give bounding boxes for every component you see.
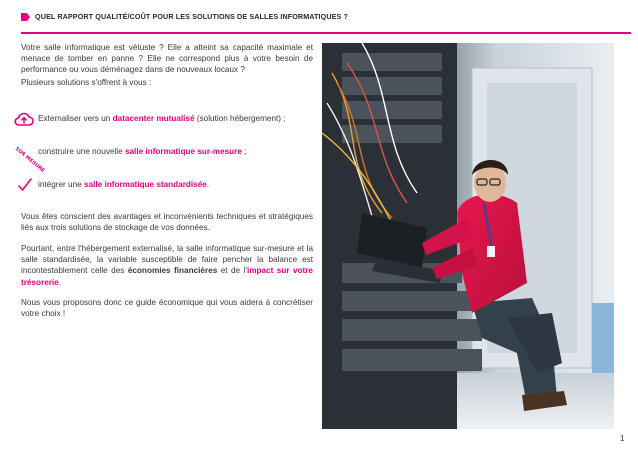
option-label: Externaliser vers un datacenter mutualisé (solution hébergement) ; — [38, 114, 286, 123]
solutions-lead: Plusieurs solutions s'offrent à vous : — [21, 78, 152, 87]
option-datacenter — [14, 110, 334, 128]
header-tag-icon — [21, 13, 30, 21]
cloud-upload-icon — [14, 110, 34, 128]
option-label: intégrer une salle informatique standardisée. — [38, 180, 210, 189]
checkmark-icon — [14, 176, 34, 194]
body-paragraph-1: Vous êtes conscient des avantages et inconvénients techniques et stratégiques liés aux trois solutions de stockage de vos données. — [21, 212, 313, 233]
photo-illustration — [322, 43, 614, 429]
intro-paragraph: Votre salle informatique est vétuste ? Elle a atteint sa capacité maximale et menace de tomber en panne ? Elle ne correspond plus à votre besoin de performance ou vous déménagez dans de nouveaux locaux ? — [21, 43, 313, 75]
sur-mesure-badge-icon — [13, 143, 46, 175]
body-paragraph-2: Pourtant, entre l'hébergement externalisé, la salle informatique sur-mesure et la salle standardisée, la variable susceptible de faire pencher la balance est incontestablement celle des économies financières et de l'impact sur votre trésorerie. — [21, 244, 313, 287]
header-divider — [21, 32, 631, 34]
datacenter-technician-photo — [322, 43, 614, 429]
body-paragraph-3: Nous vous proposons donc ce guide économique qui vous aidera à concrétiser votre choix ! — [21, 298, 313, 319]
option-sur-mesure — [13, 143, 334, 175]
badge-text: SUR MESURE — [13, 145, 46, 175]
option-label: construire une nouvelle salle informatique sur-mesure ; — [38, 147, 247, 156]
page-number: 1 — [620, 434, 625, 443]
page-header — [0, 4, 638, 30]
page-title: QUEL RAPPORT QUALITÉ/COÛT POUR LES SOLUTIONS DE SALLES INFORMATIQUES ? — [35, 12, 349, 21]
option-standardisee — [14, 176, 334, 194]
